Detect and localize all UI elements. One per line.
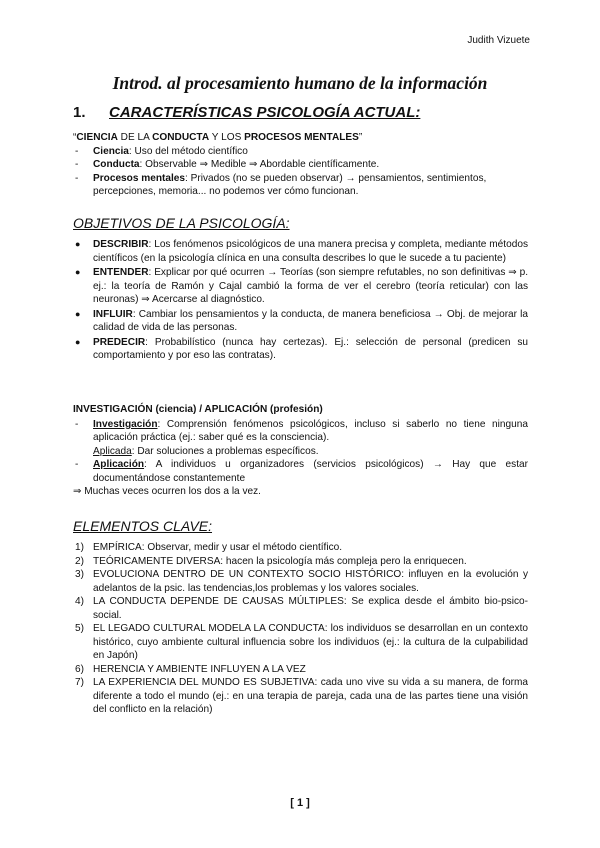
list-item: 4) LA CONDUCTA DEPENDE DE CAUSAS MÚLTIPLES: Se explica desde el ámbito bio-psico-social. (75, 596, 528, 621)
page-number: [ 1 ] (290, 797, 310, 809)
elementos-heading: ELEMENTOS CLAVE: (73, 518, 213, 534)
bullet-icon: ● (75, 308, 81, 319)
list-item: 3) EVOLUCIONA DENTRO DE UN CONTEXTO SOCIO HISTÓRICO: influyen en la evolución y adelantos de la psic. las tendencias,los problemas y los valores sociales. (75, 569, 528, 594)
list-item: 6) HERENCIA Y AMBIENTE INFLUYEN A LA VEZ (75, 663, 306, 675)
section-title: CARACTERÍSTICAS PSICOLOGÍA ACTUAL: (109, 104, 421, 121)
objetivos-list (73, 238, 528, 364)
elementos-list (73, 541, 528, 717)
bullet-icon: ● (75, 267, 81, 277)
list-item: 1) EMPÍRICA: Observar, medir y usar el método científico. (75, 542, 343, 553)
list-item: - Procesos mentales: Privados (no se pueden observar) → pensamientos, sentimientos, percepciones, memoria... no podemos ver cómo funcionan. (75, 172, 487, 197)
investigacion-block (73, 403, 528, 499)
list-item: 2) TEÓRICAMENTE DIVERSA: hacen la psicología más compleja pero la enriquecen. (75, 555, 467, 567)
list-item: 7) LA EXPERIENCIA DEL MUNDO ES SUBJETIVA: cada uno vive su vida a su manera, de forma diferente a todo el mundo (ej.: en una terapia de pareja, cada una de las partes tiene una visión del conflicto en la relación) (75, 677, 528, 715)
section-heading (73, 104, 420, 121)
author-name: Judith Vizuete (467, 35, 530, 46)
list-item: ● INFLUIR: Cambiar los pensamientos y la conducta, de manera beneficiosa → Obj. de mejorar la calidad de vida de las personas. (75, 308, 528, 333)
list-item: - Aplicación: A individuos u organizadores (servicios psicológicos) → Hay que estar documentándose constantemente (75, 459, 528, 484)
list-item: 5) EL LEGADO CULTURAL MODELA LA CONDUCTA: los individuos se desarrollan en un contexto histórico, cuyo ambiente cultural influencia sobre los individuos (ej.: la cultura de la culpabilidad en Japón) (75, 623, 528, 661)
section-number: 1. (73, 104, 86, 121)
bullet-icon: ● (75, 239, 81, 249)
list-item: - Ciencia: Uso del método científico (75, 145, 248, 157)
objetivos-heading: OBJETIVOS DE LA PSICOLOGÍA: (73, 215, 290, 231)
list-item: ● ENTENDER: Explicar por qué ocurren → Teorías (son siempre refutables, no son definitivas ⇒ p. ej.: la teoría de Ramón y Cajal cambió la forma de ver el cerebro (teoría reticular) con las neuronas) ⇒ Acercarse al diagnóstico. (75, 267, 528, 305)
bullet-icon: ● (75, 336, 81, 347)
document-title: Introd. al procesamiento humano de la información (112, 73, 488, 93)
conclusion-line: ⇒ Muchas veces ocurren los dos a la vez. (73, 486, 261, 497)
list-item: - Conducta: Observable ⇒ Medible ⇒ Abordable científicamente. (75, 159, 380, 170)
definition-line: “CIENCIA DE LA CONDUCTA Y LOS PROCESOS MENTALES” (73, 132, 363, 143)
list-item: ● DESCRIBIR: Los fenómenos psicológicos de una manera precisa y completa, mediante métodos científicos (en la psicología clínica en una consulta describes lo que le sucede a tu paciente) (75, 239, 528, 264)
investigacion-heading: INVESTIGACIÓN (ciencia) / APLICACIÓN (profesión) (73, 404, 323, 415)
intro-block (73, 131, 528, 199)
list-item: ● PREDECIR: Probabilístico (nunca hay certezas). Ej.: selección de personal (predicen su comportamiento y por eso las contratas). (75, 336, 528, 361)
list-item: - Investigación: Comprensión fenómenos psicológicos, incluso si saberlo no tiene ninguna aplicación práctica (ej.: saber qué es la consciencia). Aplicada: Dar soluciones a problemas específicos. (75, 418, 528, 457)
